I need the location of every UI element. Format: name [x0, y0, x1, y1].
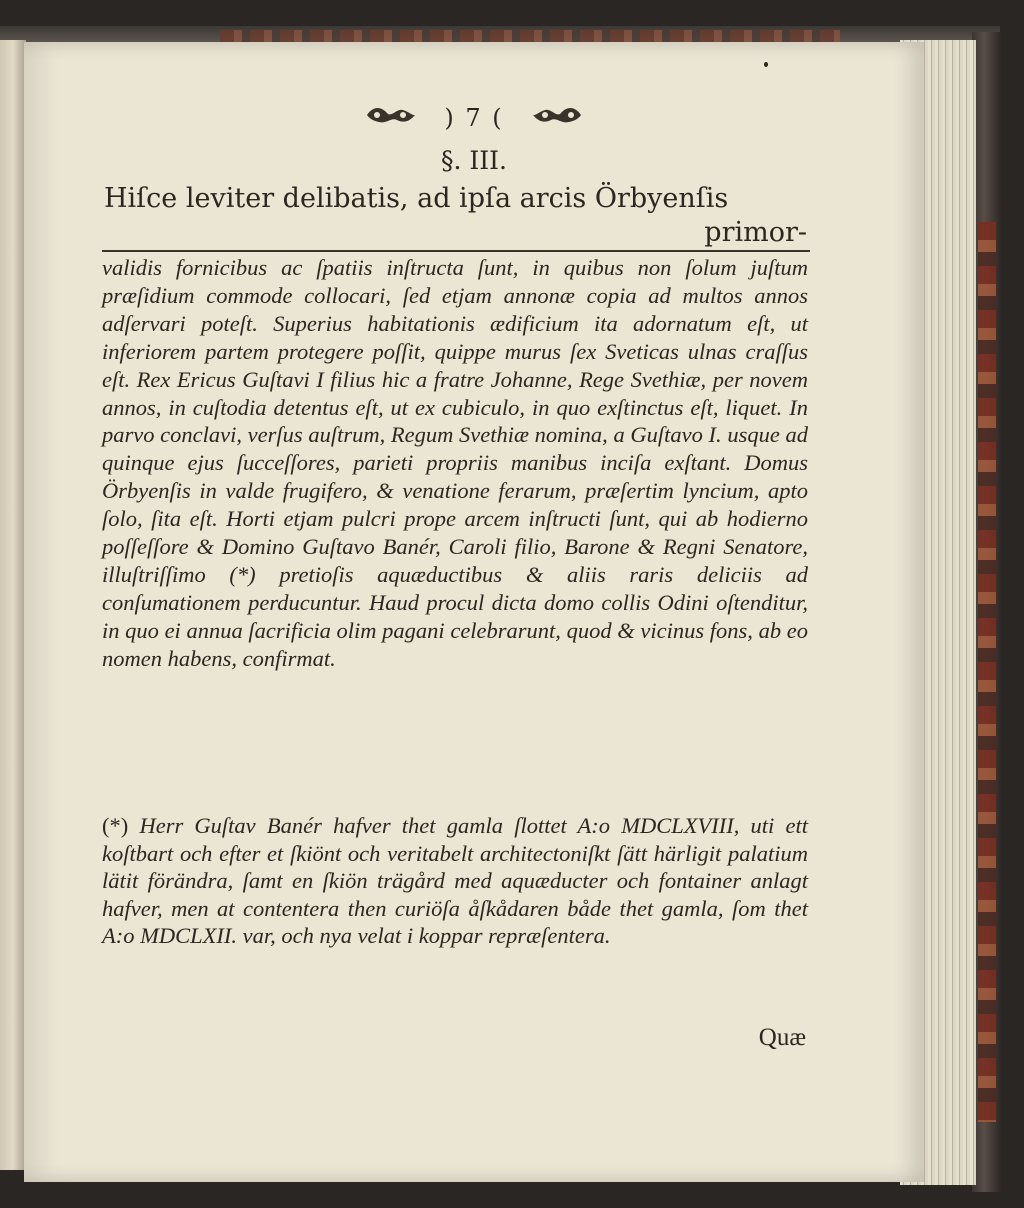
marbled-cover-pattern	[220, 30, 840, 42]
book-page	[24, 42, 924, 1182]
ornament-left-icon	[363, 104, 419, 132]
paper-speck	[764, 62, 768, 67]
facing-page-edge	[0, 40, 26, 1170]
marbled-cover-pattern	[978, 222, 996, 1122]
lead-sentence: Hiſce leviter delibatis, ad ipſa arcis Örbyenſis	[104, 183, 729, 214]
divider-rule	[102, 250, 810, 252]
ornament-right-icon	[529, 104, 585, 132]
book-cover-right-edge	[972, 32, 1002, 1192]
footnote-text: Herr Guſtav Banér hafver thet gamla ſlottet A:o MDCLXVIII, uti ett koſtbart och efter et ſkiönt och veritabelt architectoniſkt ſätt härligit palatium lätit förändra, ſamt en ſkiön trägård med aquæducter och fontainer anlagt hafver, men at contentera then curiöſa åſkådaren både thet gamla, ſom thet A:o MDCLXII. var, och nya velat i koppar repræſentera.	[102, 813, 809, 949]
page-number: ) 7 (	[444, 104, 504, 132]
paragraph-text: validis fornicibus ac ſpatiis inſtructa ſunt, in quibus non ſolum juſtum præſidium commode collocari, ſed etjam annonæ copia ad multos annos adſervari poteſt. Superius habitationis ædificium ita adornatum eſt, ut inferiorem partem protegere poſſit, quippe murus ſex Sveticas ulnas craſſus eſt. Rex Ericus Guſtavi I filius hic a fratre Johanne, Rege Svethiæ, per novem annos, in cuſtodia detentus eſt, ut ex cubiculo, in quo exſtinctus eſt, liquet. In parvo conclavi, verſus auſtrum, Regum Svethiæ nomina, a Guſtavo I. usque ad quinque ejus ſucceſſores, parieti propriis manibus inciſa exſtant. Domus Örbyenſis in valde frugifero, & venatione ferarum, præſertim lyncium, apto ſolo, ſita eſt. Horti etjam pulcri prope arcem inſtructi ſunt, qui ab hodierno poſſeſſore & Domino Guſtavo Banér, Caroli filio, Barone & Regni Senatore, illuſtriſſimo (*) pretioſis aquæductibus & aliis raris deliciis ad conſumationem perducuntur. Haud procul dicta domo collis Odini oſtenditur, in quo ei annua ſacrificia olim pagani celebrarunt, quod & vicinus fons, ab eo nomen habens, confirmat.	[102, 255, 808, 671]
catchword-bottom: Quæ	[758, 1024, 806, 1051]
footnote-marker: (*)	[102, 813, 129, 838]
running-header	[24, 104, 924, 132]
footnote	[102, 812, 808, 950]
section-heading: §. III.	[441, 146, 507, 175]
catchword-top: primor-	[704, 217, 807, 248]
main-paragraph	[102, 254, 808, 673]
